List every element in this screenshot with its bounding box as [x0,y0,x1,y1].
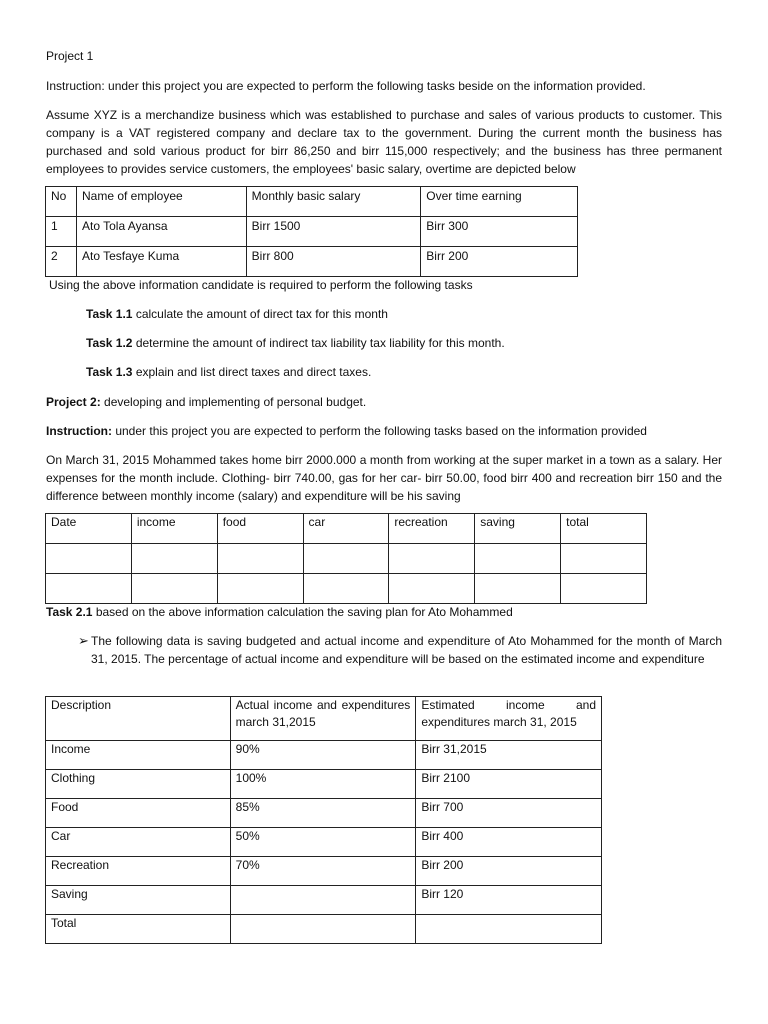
task-1-3 [86,363,371,381]
table-row [46,574,647,604]
project2-instruction-label: Instruction: [46,424,112,438]
table-header-row [46,697,602,741]
table-cell: Income [46,741,231,770]
table-cell: Birr 800 [246,247,421,277]
task-text: based on the above information calculation the saving plan for Ato Mohammed [92,605,513,619]
employee-table [45,186,578,277]
table-header-row [46,187,578,217]
table-cell: Clothing [46,770,231,799]
header-cell: car [303,514,389,544]
table-cell [46,574,132,604]
project2-instruction-text: under this project you are expected to perform the following tasks based on the information provided [112,424,647,438]
table-cell: Birr 1500 [246,217,421,247]
header-cell: Date [46,514,132,544]
task-label: Task 1.3 [86,365,133,379]
header-cell: Estimated income and expenditures march 31, 2015 [416,697,602,741]
project1-instruction: Instruction: under this project you are expected to perform the following tasks beside on the information provided. [46,79,646,93]
table-cell: Ato Tola Ayansa [76,217,246,247]
table-row [46,217,578,247]
table-row [46,544,647,574]
table-row [46,857,602,886]
table-cell: 85% [230,799,416,828]
table-cell: Recreation [46,857,231,886]
table-cell [230,886,416,915]
table-cell: Birr 700 [416,799,602,828]
project2-paragraph: On March 31, 2015 Mohammed takes home birr 2000.000 a month from working at the super market in a town as a salary. Her expenses for the month include. Clothing- birr 740.00, gas for her car- birr 50.00, food birr 400 and recreation birr 150 and the difference between monthly income (salary) and expenditure will be his saving [46,453,722,503]
table-cell [230,915,416,944]
header-cell: Name of employee [76,187,246,217]
task-text: determine the amount of indirect tax liability tax liability for this month. [132,336,505,350]
table-cell [131,544,217,574]
task-label: Task 1.2 [86,336,133,350]
table-cell: Total [46,915,231,944]
table-row [46,247,578,277]
header-cell: recreation [389,514,475,544]
task-label: Task 1.1 [86,307,133,321]
table-cell [389,544,475,574]
table-cell [131,574,217,604]
table-cell: 1 [46,217,77,247]
task-2-1 [46,603,513,621]
table-cell [217,544,303,574]
header-cell: Description [46,697,231,741]
table-row [46,741,602,770]
table-cell: 70% [230,857,416,886]
header-cell: Actual income and expenditures march 31,2015 [230,697,416,741]
table-cell: 90% [230,741,416,770]
table-cell: Food [46,799,231,828]
header-cell: saving [475,514,561,544]
saving-plan-table [45,513,647,604]
header-cell: food [217,514,303,544]
project2-bullet-text: The following data is saving budgeted and actual income and expenditure of Ato Mohammed for the month of March 31, 2015. The percentage of actual income and expenditure will be based on the estimated income and expenditure [91,634,722,666]
project2-instruction [46,422,647,440]
project1-title: Project 1 [46,49,94,63]
table-cell [416,915,602,944]
project1-paragraph: Assume XYZ is a merchandize business which was established to purchase and sales of various products to customer. This company is a VAT registered company and declare tax to the government. During the current month the business has purchased and sold various product for birr 86,250 and birr 115,000 respectively; and the business has three permanent employees to provides service customers, the employees' basic salary, overtime are depicted below [46,108,722,176]
table-row [46,915,602,944]
header-cell: Monthly basic salary [246,187,421,217]
table-cell: Birr 2100 [416,770,602,799]
task-1-1 [86,305,388,323]
table-cell [561,574,647,604]
table-cell [46,544,132,574]
table-row [46,799,602,828]
table-cell [303,574,389,604]
table-cell [217,574,303,604]
table-cell: Birr 300 [421,217,578,247]
table-cell: Birr 200 [416,857,602,886]
table-cell: 50% [230,828,416,857]
project2-title-label: Project 2: [46,395,101,409]
project2-title-text: developing and implementing of personal budget. [100,395,367,409]
table-row [46,770,602,799]
table-cell: Saving [46,886,231,915]
table-cell: Birr 120 [416,886,602,915]
table-cell: 2 [46,247,77,277]
header-cell: income [131,514,217,544]
header-cell: Over time earning [421,187,578,217]
table-cell: Car [46,828,231,857]
task-text: calculate the amount of direct tax for this month [132,307,388,321]
project2-title [46,393,366,411]
table-cell: Birr 400 [416,828,602,857]
table-cell: 100% [230,770,416,799]
table-cell [389,574,475,604]
table-cell: Ato Tesfaye Kuma [76,247,246,277]
task-1-2 [86,334,505,352]
project1-after-table: Using the above information candidate is required to perform the following tasks [49,278,473,292]
header-cell: No [46,187,77,217]
table-row [46,828,602,857]
header-cell: total [561,514,647,544]
budget-table [45,696,602,944]
table-cell [303,544,389,574]
table-cell [475,574,561,604]
task-text: explain and list direct taxes and direct taxes. [132,365,372,379]
task-label: Task 2.1 [46,605,93,619]
table-header-row [46,514,647,544]
table-row [46,886,602,915]
table-cell [561,544,647,574]
table-cell: Birr 200 [421,247,578,277]
table-cell: Birr 31,2015 [416,741,602,770]
arrow-bullet-icon: ➢ [78,633,89,648]
table-cell [475,544,561,574]
